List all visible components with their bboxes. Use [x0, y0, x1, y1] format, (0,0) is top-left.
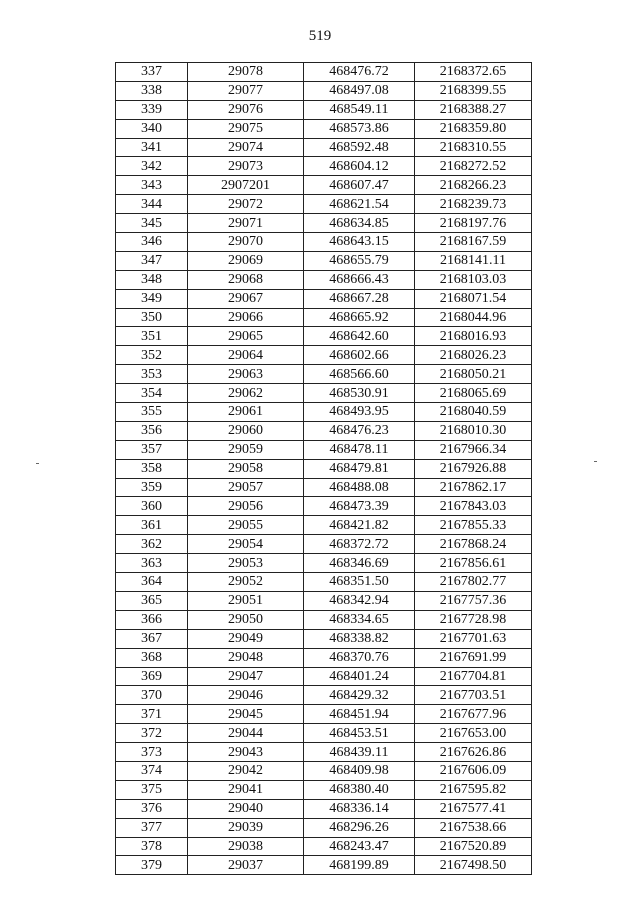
y-coordinate-cell: 2167843.03	[415, 497, 532, 516]
table-row	[116, 705, 532, 724]
x-coordinate-cell: 468421.82	[304, 516, 415, 535]
y-coordinate-cell: 2168026.23	[415, 346, 532, 365]
row-number-cell: 371	[116, 705, 188, 724]
point-id-cell: 29056	[188, 497, 304, 516]
point-id-cell: 29067	[188, 289, 304, 308]
y-coordinate-cell: 2168065.69	[415, 384, 532, 403]
row-number-cell: 357	[116, 440, 188, 459]
row-number-cell: 373	[116, 743, 188, 762]
y-coordinate-cell: 2168040.59	[415, 403, 532, 422]
y-coordinate-cell: 2168103.03	[415, 270, 532, 289]
table-row	[116, 856, 532, 875]
row-number-cell: 349	[116, 289, 188, 308]
x-coordinate-cell: 468372.72	[304, 535, 415, 554]
y-coordinate-cell: 2168399.55	[415, 81, 532, 100]
row-number-cell: 359	[116, 478, 188, 497]
y-coordinate-cell: 2167520.89	[415, 837, 532, 856]
point-id-cell: 29038	[188, 837, 304, 856]
table-row	[116, 421, 532, 440]
y-coordinate-cell: 2167802.77	[415, 573, 532, 592]
x-coordinate-cell: 468476.72	[304, 63, 415, 82]
table-row	[116, 157, 532, 176]
x-coordinate-cell: 468621.54	[304, 195, 415, 214]
point-id-cell: 29047	[188, 667, 304, 686]
y-coordinate-cell: 2168359.80	[415, 119, 532, 138]
table-row	[116, 554, 532, 573]
x-coordinate-cell: 468634.85	[304, 214, 415, 233]
row-number-cell: 356	[116, 421, 188, 440]
y-coordinate-cell: 2167862.17	[415, 478, 532, 497]
point-id-cell: 29076	[188, 100, 304, 119]
x-coordinate-cell: 468602.66	[304, 346, 415, 365]
x-coordinate-cell: 468409.98	[304, 761, 415, 780]
row-number-cell: 368	[116, 648, 188, 667]
x-coordinate-cell: 468296.26	[304, 818, 415, 837]
row-number-cell: 338	[116, 81, 188, 100]
point-id-cell: 29070	[188, 233, 304, 252]
table-row	[116, 100, 532, 119]
row-number-cell: 360	[116, 497, 188, 516]
x-coordinate-cell: 468243.47	[304, 837, 415, 856]
point-id-cell: 29040	[188, 799, 304, 818]
table-row	[116, 497, 532, 516]
y-coordinate-cell: 2167856.61	[415, 554, 532, 573]
point-id-cell: 29074	[188, 138, 304, 157]
point-id-cell: 29053	[188, 554, 304, 573]
point-id-cell: 29039	[188, 818, 304, 837]
y-coordinate-cell: 2167703.51	[415, 686, 532, 705]
row-number-cell: 340	[116, 119, 188, 138]
table-row	[116, 63, 532, 82]
y-coordinate-cell: 2167606.09	[415, 761, 532, 780]
table-row	[116, 440, 532, 459]
table-row	[116, 289, 532, 308]
point-id-cell: 29057	[188, 478, 304, 497]
x-coordinate-cell: 468336.14	[304, 799, 415, 818]
point-id-cell: 29050	[188, 610, 304, 629]
row-number-cell: 348	[116, 270, 188, 289]
point-id-cell: 29077	[188, 81, 304, 100]
table-row	[116, 799, 532, 818]
row-number-cell: 354	[116, 384, 188, 403]
table-row	[116, 837, 532, 856]
y-coordinate-cell: 2168050.21	[415, 365, 532, 384]
x-coordinate-cell: 468476.23	[304, 421, 415, 440]
y-coordinate-cell: 2167691.99	[415, 648, 532, 667]
row-number-cell: 363	[116, 554, 188, 573]
y-coordinate-cell: 2168044.96	[415, 308, 532, 327]
x-coordinate-cell: 468346.69	[304, 554, 415, 573]
table-row	[116, 648, 532, 667]
table-row	[116, 403, 532, 422]
y-coordinate-cell: 2167966.34	[415, 440, 532, 459]
y-coordinate-cell: 2167728.98	[415, 610, 532, 629]
y-coordinate-cell: 2167577.41	[415, 799, 532, 818]
x-coordinate-cell: 468573.86	[304, 119, 415, 138]
point-id-cell: 29058	[188, 459, 304, 478]
point-id-cell: 29071	[188, 214, 304, 233]
coordinates-table-body	[116, 63, 532, 875]
row-number-cell: 343	[116, 176, 188, 195]
point-id-cell: 29044	[188, 724, 304, 743]
row-number-cell: 353	[116, 365, 188, 384]
table-row	[116, 516, 532, 535]
y-coordinate-cell: 2167701.63	[415, 629, 532, 648]
table-row	[116, 233, 532, 252]
point-id-cell: 2907201	[188, 176, 304, 195]
row-number-cell: 358	[116, 459, 188, 478]
row-number-cell: 345	[116, 214, 188, 233]
point-id-cell: 29051	[188, 591, 304, 610]
table-row	[116, 535, 532, 554]
y-coordinate-cell: 2167595.82	[415, 780, 532, 799]
x-coordinate-cell: 468655.79	[304, 251, 415, 270]
table-row	[116, 214, 532, 233]
y-coordinate-cell: 2168272.52	[415, 157, 532, 176]
x-coordinate-cell: 468642.60	[304, 327, 415, 346]
y-coordinate-cell: 2168071.54	[415, 289, 532, 308]
y-coordinate-cell: 2167926.88	[415, 459, 532, 478]
point-id-cell: 29064	[188, 346, 304, 365]
x-coordinate-cell: 468478.11	[304, 440, 415, 459]
row-number-cell: 361	[116, 516, 188, 535]
point-id-cell: 29065	[188, 327, 304, 346]
point-id-cell: 29062	[188, 384, 304, 403]
table-row	[116, 308, 532, 327]
point-id-cell: 29048	[188, 648, 304, 667]
point-id-cell: 29072	[188, 195, 304, 214]
x-coordinate-cell: 468401.24	[304, 667, 415, 686]
x-coordinate-cell: 468199.89	[304, 856, 415, 875]
row-number-cell: 378	[116, 837, 188, 856]
point-id-cell: 29060	[188, 421, 304, 440]
scan-speck	[36, 463, 39, 464]
table-row	[116, 365, 532, 384]
table-row	[116, 667, 532, 686]
row-number-cell: 369	[116, 667, 188, 686]
row-number-cell: 366	[116, 610, 188, 629]
x-coordinate-cell: 468488.08	[304, 478, 415, 497]
table-row	[116, 119, 532, 138]
table-row	[116, 610, 532, 629]
point-id-cell: 29054	[188, 535, 304, 554]
x-coordinate-cell: 468370.76	[304, 648, 415, 667]
x-coordinate-cell: 468338.82	[304, 629, 415, 648]
y-coordinate-cell: 2168010.30	[415, 421, 532, 440]
table-row	[116, 478, 532, 497]
y-coordinate-cell: 2168372.65	[415, 63, 532, 82]
row-number-cell: 365	[116, 591, 188, 610]
table-row	[116, 724, 532, 743]
row-number-cell: 372	[116, 724, 188, 743]
x-coordinate-cell: 468643.15	[304, 233, 415, 252]
y-coordinate-cell: 2167653.00	[415, 724, 532, 743]
x-coordinate-cell: 468497.08	[304, 81, 415, 100]
y-coordinate-cell: 2167538.66	[415, 818, 532, 837]
point-id-cell: 29042	[188, 761, 304, 780]
y-coordinate-cell: 2167626.86	[415, 743, 532, 762]
row-number-cell: 347	[116, 251, 188, 270]
y-coordinate-cell: 2168239.73	[415, 195, 532, 214]
row-number-cell: 351	[116, 327, 188, 346]
table-row	[116, 138, 532, 157]
row-number-cell: 341	[116, 138, 188, 157]
row-number-cell: 337	[116, 63, 188, 82]
x-coordinate-cell: 468604.12	[304, 157, 415, 176]
x-coordinate-cell: 468566.60	[304, 365, 415, 384]
table-row	[116, 195, 532, 214]
y-coordinate-cell: 2168197.76	[415, 214, 532, 233]
x-coordinate-cell: 468667.28	[304, 289, 415, 308]
x-coordinate-cell: 468665.92	[304, 308, 415, 327]
table-row	[116, 346, 532, 365]
point-id-cell: 29073	[188, 157, 304, 176]
x-coordinate-cell: 468451.94	[304, 705, 415, 724]
row-number-cell: 355	[116, 403, 188, 422]
scan-speck	[594, 461, 597, 462]
x-coordinate-cell: 468473.39	[304, 497, 415, 516]
point-id-cell: 29059	[188, 440, 304, 459]
y-coordinate-cell: 2167868.24	[415, 535, 532, 554]
x-coordinate-cell: 468666.43	[304, 270, 415, 289]
x-coordinate-cell: 468592.48	[304, 138, 415, 157]
x-coordinate-cell: 468439.11	[304, 743, 415, 762]
y-coordinate-cell: 2167677.96	[415, 705, 532, 724]
point-id-cell: 29049	[188, 629, 304, 648]
row-number-cell: 367	[116, 629, 188, 648]
y-coordinate-cell: 2168016.93	[415, 327, 532, 346]
table-row	[116, 743, 532, 762]
row-number-cell: 362	[116, 535, 188, 554]
x-coordinate-cell: 468334.65	[304, 610, 415, 629]
point-id-cell: 29068	[188, 270, 304, 289]
table-row	[116, 591, 532, 610]
point-id-cell: 29037	[188, 856, 304, 875]
y-coordinate-cell: 2168141.11	[415, 251, 532, 270]
row-number-cell: 350	[116, 308, 188, 327]
x-coordinate-cell: 468479.81	[304, 459, 415, 478]
table-row	[116, 384, 532, 403]
table-row	[116, 818, 532, 837]
y-coordinate-cell: 2167757.36	[415, 591, 532, 610]
row-number-cell: 374	[116, 761, 188, 780]
table-row	[116, 251, 532, 270]
y-coordinate-cell: 2168310.55	[415, 138, 532, 157]
point-id-cell: 29063	[188, 365, 304, 384]
table-row	[116, 780, 532, 799]
row-number-cell: 370	[116, 686, 188, 705]
table-row	[116, 686, 532, 705]
point-id-cell: 29075	[188, 119, 304, 138]
point-id-cell: 29069	[188, 251, 304, 270]
x-coordinate-cell: 468493.95	[304, 403, 415, 422]
table-row	[116, 459, 532, 478]
point-id-cell: 29061	[188, 403, 304, 422]
x-coordinate-cell: 468429.32	[304, 686, 415, 705]
table-row	[116, 270, 532, 289]
row-number-cell: 352	[116, 346, 188, 365]
point-id-cell: 29045	[188, 705, 304, 724]
y-coordinate-cell: 2168167.59	[415, 233, 532, 252]
y-coordinate-cell: 2167498.50	[415, 856, 532, 875]
row-number-cell: 377	[116, 818, 188, 837]
x-coordinate-cell: 468607.47	[304, 176, 415, 195]
x-coordinate-cell: 468342.94	[304, 591, 415, 610]
table-row	[116, 81, 532, 100]
point-id-cell: 29055	[188, 516, 304, 535]
table-row	[116, 573, 532, 592]
row-number-cell: 379	[116, 856, 188, 875]
point-id-cell: 29052	[188, 573, 304, 592]
point-id-cell: 29043	[188, 743, 304, 762]
y-coordinate-cell: 2167704.81	[415, 667, 532, 686]
row-number-cell: 376	[116, 799, 188, 818]
point-id-cell: 29041	[188, 780, 304, 799]
row-number-cell: 375	[116, 780, 188, 799]
point-id-cell: 29078	[188, 63, 304, 82]
row-number-cell: 342	[116, 157, 188, 176]
y-coordinate-cell: 2168388.27	[415, 100, 532, 119]
table-row	[116, 761, 532, 780]
table-row	[116, 327, 532, 346]
x-coordinate-cell: 468530.91	[304, 384, 415, 403]
x-coordinate-cell: 468351.50	[304, 573, 415, 592]
x-coordinate-cell: 468549.11	[304, 100, 415, 119]
page-number: 519	[308, 28, 332, 44]
coordinates-table	[115, 62, 532, 875]
table-row	[116, 176, 532, 195]
point-id-cell: 29046	[188, 686, 304, 705]
row-number-cell: 339	[116, 100, 188, 119]
x-coordinate-cell: 468380.40	[304, 780, 415, 799]
x-coordinate-cell: 468453.51	[304, 724, 415, 743]
table-row	[116, 629, 532, 648]
row-number-cell: 346	[116, 233, 188, 252]
y-coordinate-cell: 2168266.23	[415, 176, 532, 195]
row-number-cell: 344	[116, 195, 188, 214]
y-coordinate-cell: 2167855.33	[415, 516, 532, 535]
point-id-cell: 29066	[188, 308, 304, 327]
row-number-cell: 364	[116, 573, 188, 592]
